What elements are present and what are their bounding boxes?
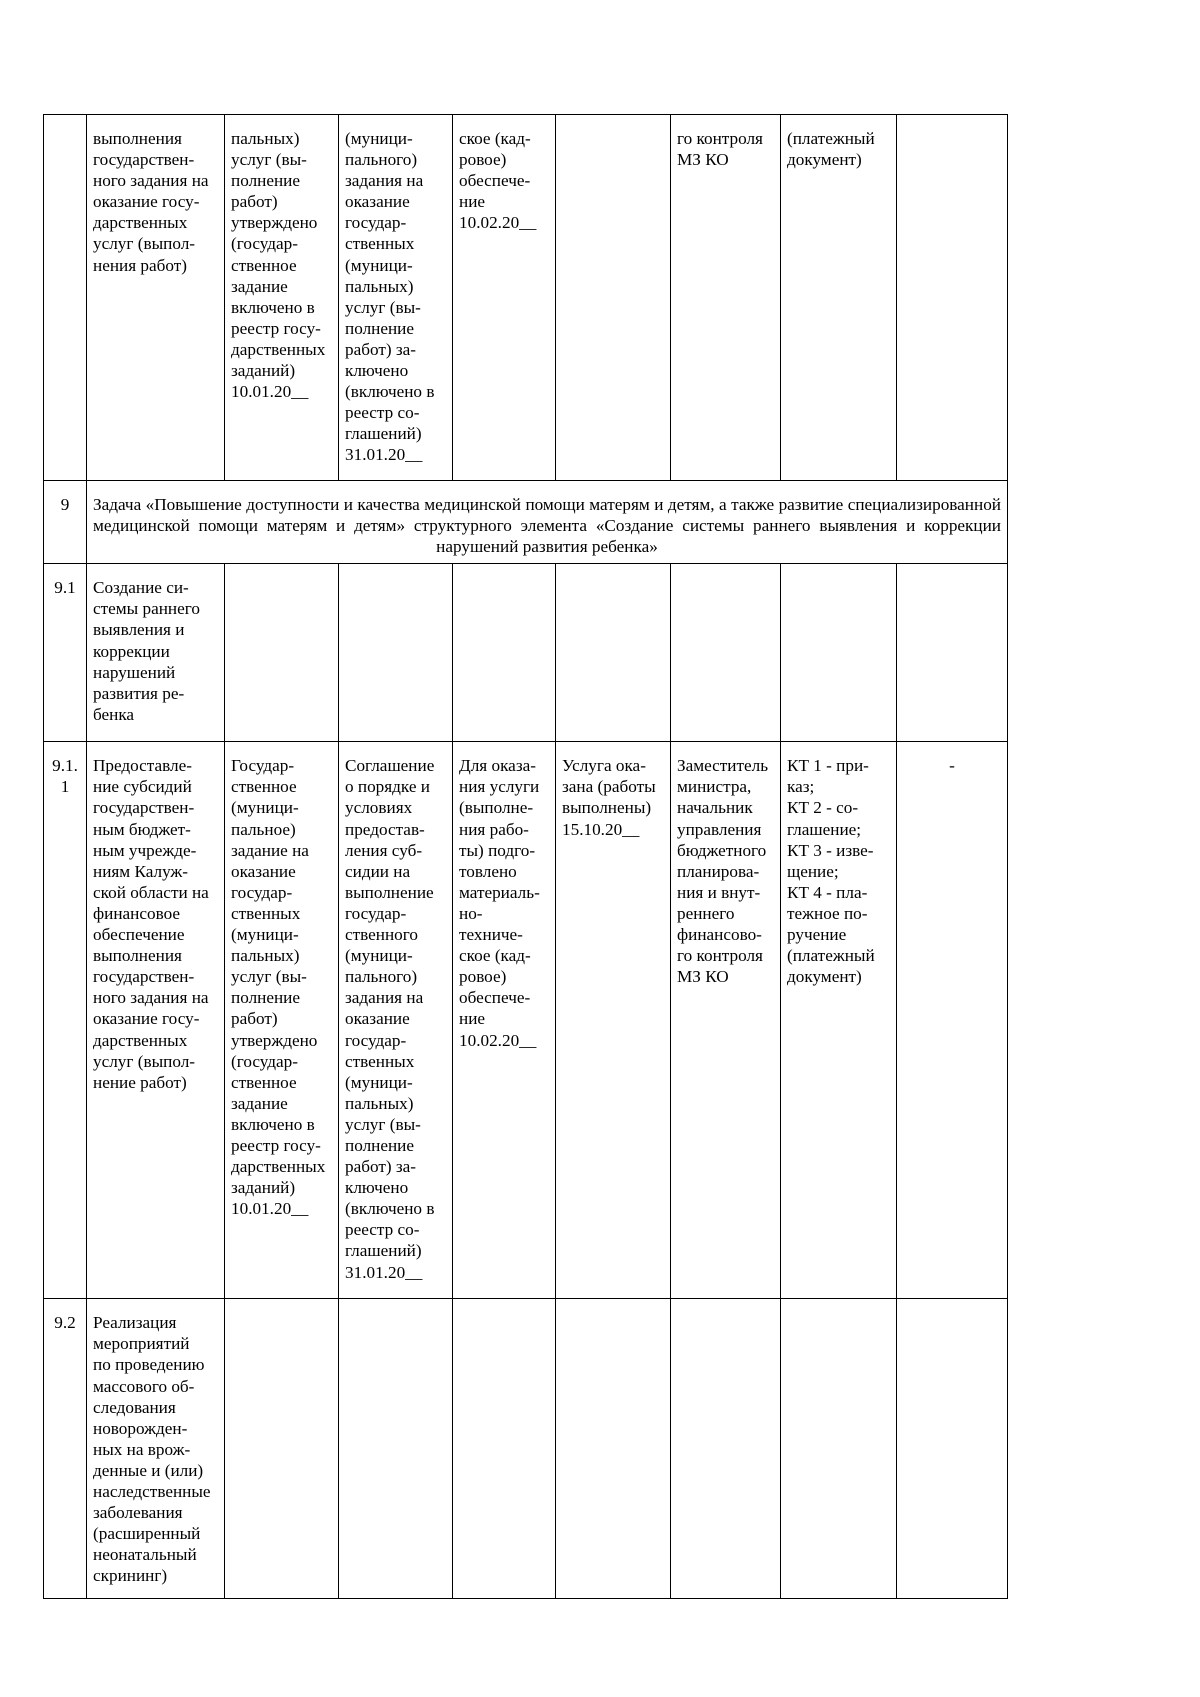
cell-control-point-3: ское (кад- ровое) обеспече- ние 10.02.20__: [453, 115, 556, 481]
plan-table: [43, 114, 1008, 1599]
task-description: Задача «Повышение доступности и качества медицинской помощи матерям и детям, а также развитие специализированной медицинской помощи матерям и детям» структурного элемента «Создание системы раннего выявления и коррекции нарушений развития ребенка»: [87, 481, 1008, 564]
cell-number: 9.1. 1: [44, 742, 87, 1299]
cell-responsible: [671, 564, 781, 742]
cell-document: [781, 1299, 897, 1599]
cell-number: 9: [44, 481, 87, 564]
cell-responsible: го контроля МЗ КО: [671, 115, 781, 481]
cell-event-name: Создание си- стемы раннего выявления и коррекции нарушений развития ре- бенка: [87, 564, 225, 742]
cell-control-point-4: [556, 564, 671, 742]
table-row: [44, 115, 1008, 481]
cell-event-name: выполнения государствен- ного задания на оказание госу- дарственных услуг (выпол- нения работ): [87, 115, 225, 481]
cell-number: 9.1: [44, 564, 87, 742]
cell-number: 9.2: [44, 1299, 87, 1599]
cell-control-point-4: [556, 115, 671, 481]
cell-event-name: Предоставле- ние субсидий государствен- ным бюджет- ным учрежде- ниям Калуж- ской области на финансовое обеспечение выполнения государствен- ного задания на оказание госу- дарственных услуг (выпол- нение работ): [87, 742, 225, 1299]
cell-extra: -: [897, 742, 1008, 1299]
cell-document: КТ 1 - при- каз; КТ 2 - со- глашение; КТ 3 - изве- щение; КТ 4 - пла- тежное по- ручение (платежный документ): [781, 742, 897, 1299]
cell-control-point-1: [225, 564, 339, 742]
table-row: [44, 742, 1008, 1299]
cell-control-point-2: [339, 564, 453, 742]
cell-control-point-1: [225, 1299, 339, 1599]
table-row: [44, 1299, 1008, 1599]
cell-control-point-4: [556, 1299, 671, 1599]
table-row: [44, 564, 1008, 742]
cell-control-point-3: [453, 564, 556, 742]
cell-responsible: [671, 1299, 781, 1599]
cell-control-point-3: Для оказа- ния услуги (выполне- ния рабо- ты) подго- товлено материаль- но- техниче- ское (кад- ровое) обеспече- ние 10.02.20__: [453, 742, 556, 1299]
cell-control-point-2: [339, 1299, 453, 1599]
cell-control-point-1: Государ- ственное (муници- пальное) задание на оказание государ- ственных (муници- пальных) услуг (вы- полнение работ) утверждено (государ- ственное задание включено в реестр госу- дарственных заданий) 10.01.20__: [225, 742, 339, 1299]
cell-control-point-2: Соглашение о порядке и условиях предостав- ления суб- сидии на выполнение государ- ственного (муници- пального) задания на оказание государ- ственных (муници- пальных) услуг (вы- полнение работ) за- ключено (включено в реестр со- глашений) 31.01.20__: [339, 742, 453, 1299]
cell-control-point-4: Услуга ока- зана (работы выполнены) 15.10.20__: [556, 742, 671, 1299]
cell-responsible: Заместитель министра, начальник управления бюджетного планирова- ния и внут- реннего финансово- го контроля МЗ КО: [671, 742, 781, 1299]
cell-control-point-2: (муници- пального) задания на оказание государ- ственных (муници- пальных) услуг (вы- полнение работ) за- ключено (включено в реестр со- глашений) 31.01.20__: [339, 115, 453, 481]
task-row: [44, 481, 1008, 564]
cell-extra: [897, 564, 1008, 742]
cell-event-name: Реализация мероприятий по проведению массового об- следования новорожден- ных на врож- денные и (или) наследственные заболевания (расширенный неонатальный скрининг): [87, 1299, 225, 1599]
cell-extra: [897, 1299, 1008, 1599]
cell-document: (платежный документ): [781, 115, 897, 481]
cell-number: [44, 115, 87, 481]
cell-document: [781, 564, 897, 742]
cell-control-point-1: пальных) услуг (вы- полнение работ) утверждено (государ- ственное задание включено в реестр госу- дарственных заданий) 10.01.20__: [225, 115, 339, 481]
cell-control-point-3: [453, 1299, 556, 1599]
cell-extra: [897, 115, 1008, 481]
